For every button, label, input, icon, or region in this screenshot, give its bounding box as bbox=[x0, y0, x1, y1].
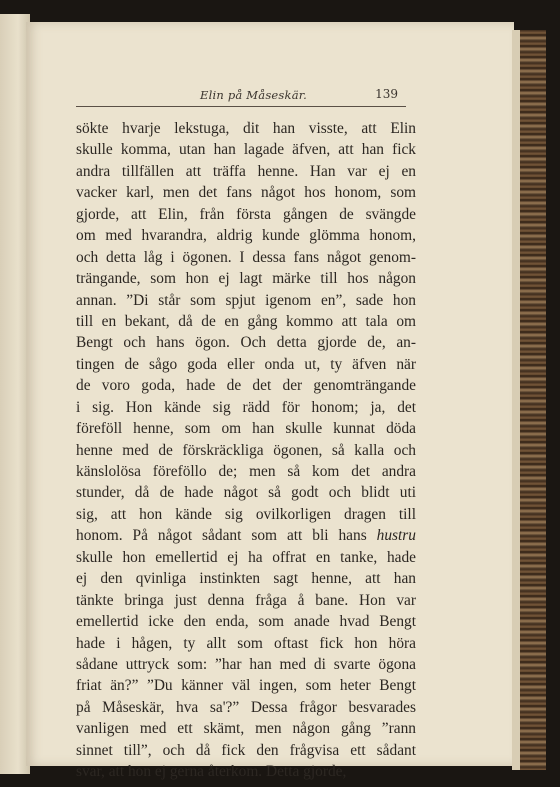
text-line: andra tillfällen att träffa henne. Han var ej en bbox=[76, 162, 416, 180]
text-line: skulle hon emellertid ej ha offrat en tanke, hade bbox=[76, 548, 416, 566]
text-line: friat än?” ”Du känner väl ingen, som heter Bengt bbox=[76, 677, 416, 695]
text-line: på Måseskär, hva sa'?” Dessa frågor besvarades bbox=[76, 698, 416, 716]
text-line: sökte hvarje lekstuga, dit han visste, att Elin bbox=[76, 120, 416, 137]
text-line: ej den qvinliga instinkten sagt henne, att han bbox=[76, 570, 416, 588]
text-run: honom. På något sådant som att bli hans bbox=[76, 527, 377, 545]
page-number: 139 bbox=[375, 87, 398, 101]
italic-word: hustru bbox=[376, 527, 416, 545]
text-line: de voro goda, hade de det der genomträngande bbox=[76, 377, 416, 395]
text-line bbox=[76, 525, 416, 546]
body-text bbox=[76, 118, 416, 783]
text-line: och detta låg i ögonen. I dessa fans något genom- bbox=[76, 248, 416, 266]
text-line: till en bekant, då de en gång kommo att tala om bbox=[76, 312, 416, 330]
text-line: stunder, då de hade något så godt och blidt uti bbox=[76, 484, 416, 502]
text-line: svar, att hon ej gerna återkom. Detta gjorde, bbox=[76, 763, 347, 781]
text-line: sådane uttryck som: ”har han med di svarte ögona bbox=[76, 655, 416, 673]
text-line: sig, att hon kände sig ovilkorligen dragen till bbox=[76, 505, 416, 523]
text-line: känslolösa föreföllo de; men så kom det andra bbox=[76, 463, 416, 480]
text-line: annan. ”Di står som spjut igenom en”, sade hon bbox=[76, 291, 416, 309]
text-line: tänkte bringa just denna fråga å bane. Hon var bbox=[76, 591, 416, 609]
text-line: skulle komma, utan han lagade äfven, att han fick bbox=[76, 141, 416, 159]
text-line: i sig. Hon kände sig rädd för honom; ja, det bbox=[76, 398, 416, 416]
text-line: henne med de förskräckliga ögonen, så kalla och bbox=[76, 441, 416, 459]
text-line: föreföll henne, som om han skulle kunnat döda bbox=[76, 420, 416, 438]
text-line: hade i hågen, ty allt som oftast fick hon höra bbox=[76, 634, 416, 652]
text-line: trängande, som hon ej lagt märke till hos någon bbox=[76, 270, 416, 288]
text-line: tingen de sågo goda eller onda ut, ty äfven när bbox=[76, 355, 416, 373]
text-line: Bengt och hans ögon. Och detta gjorde de, an- bbox=[76, 334, 416, 352]
page-stack-edge bbox=[512, 30, 520, 770]
text-line: om med hvarandra, aldrig kunde glömma honom, bbox=[76, 227, 416, 245]
text-line: vacker karl, men det fans något hos honom, som bbox=[76, 184, 416, 202]
running-head: Elin på Måseskär. bbox=[200, 88, 308, 102]
page-header bbox=[76, 84, 406, 107]
text-line: sinnet till”, och då fick den frågvisa ett sådant bbox=[76, 741, 416, 759]
text-line: gjorde, att Elin, från första gången de svängde bbox=[76, 205, 416, 223]
text-line: emellertid icke den enda, som anade hvad Bengt bbox=[76, 613, 416, 631]
text-line: vanligen med ett skämt, men någon gång ”rann bbox=[76, 720, 416, 738]
